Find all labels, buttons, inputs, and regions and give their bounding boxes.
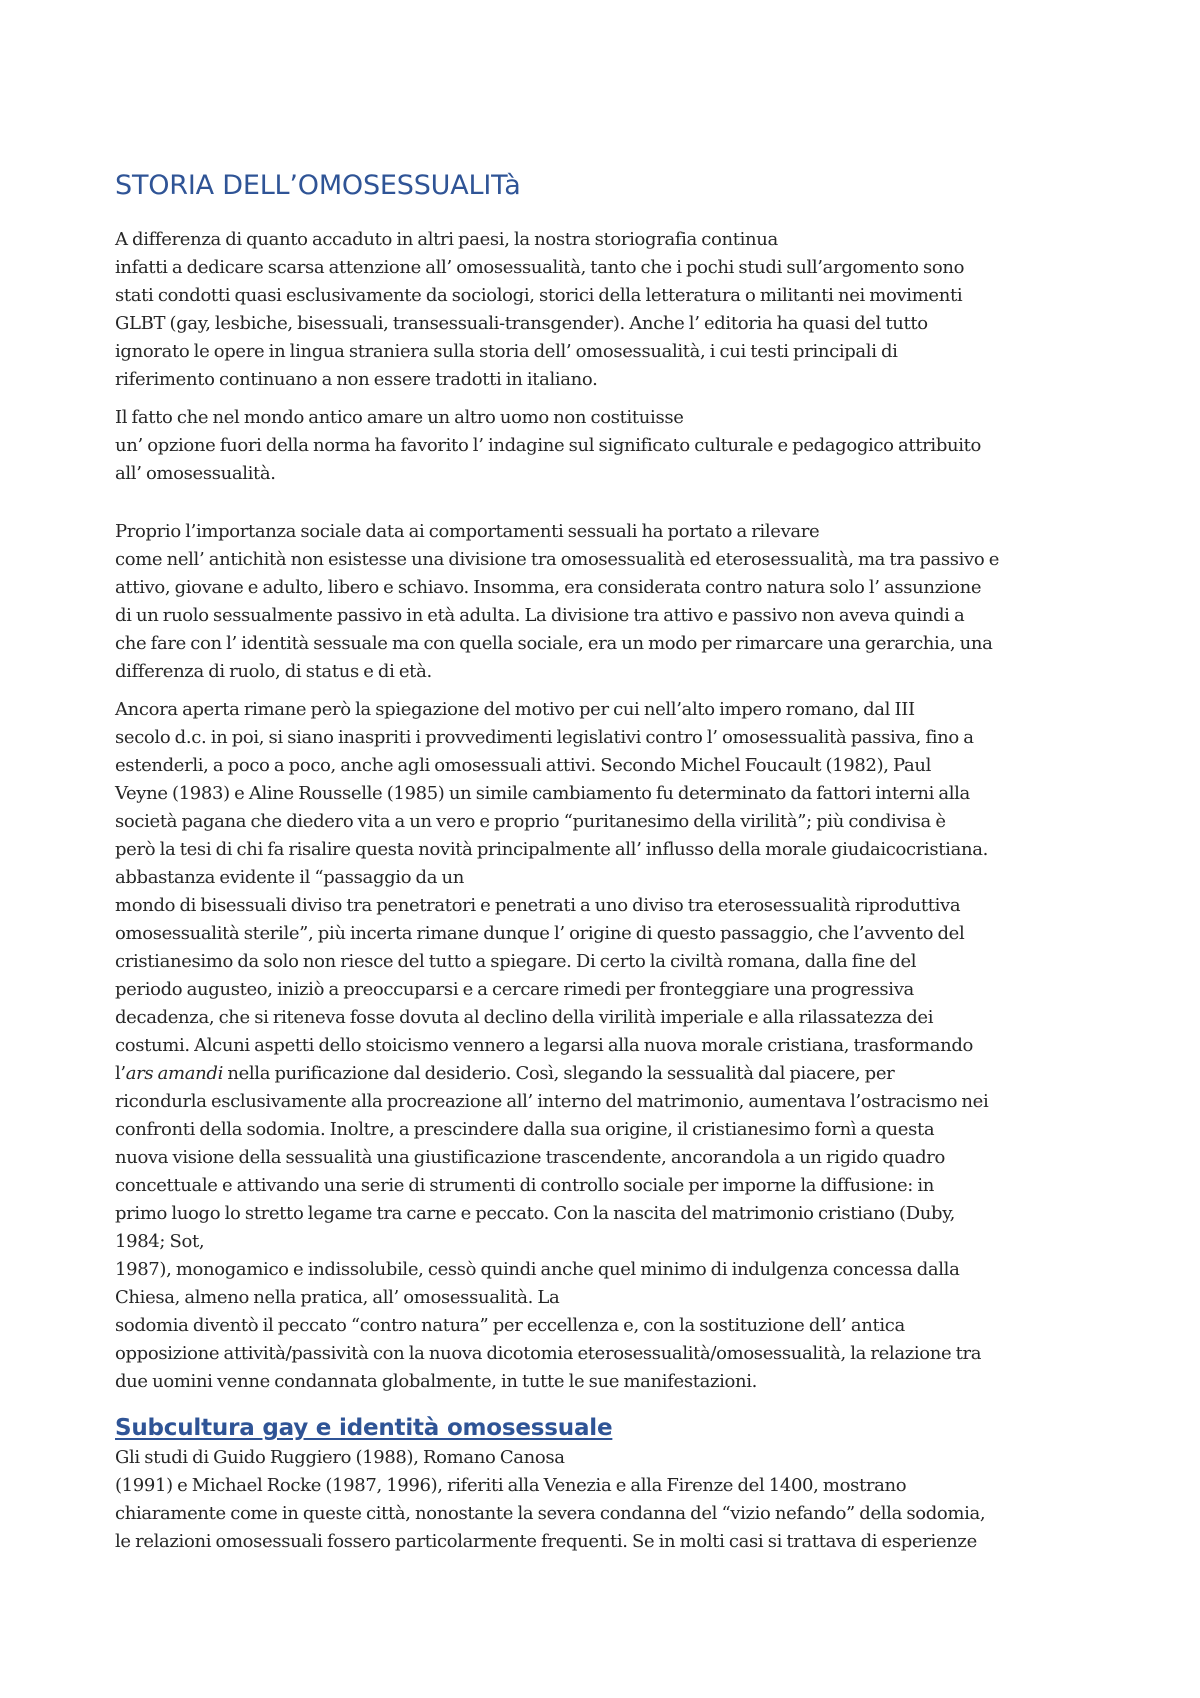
ars-amandi-italic: ars amandi <box>125 1063 223 1084</box>
text-line: un’ opzione fuori della norma ha favorito l’ indagine sul significato culturale e pedagogico attribuito <box>115 435 982 456</box>
text-line: Il fatto che nel mondo antico amare un altro uomo non costituisse <box>115 407 684 428</box>
paragraph-social-importance <box>115 518 1100 686</box>
text-line: stati condotti quasi esclusivamente da sociologi, storici della letteratura o militanti nei movimenti <box>115 285 963 306</box>
text-line: periodo augusteo, iniziò a preoccuparsi e a cercare rimedi per fronteggiare una progressiva <box>115 979 914 1000</box>
text-line: chiaramente come in queste città, nonostante la severa condanna del “vizio nefando” della sodomia, <box>115 1503 986 1524</box>
text-line: differenza di ruolo, di status e di età. <box>115 661 432 682</box>
ars-suffix: nella purificazione dal desiderio. Così, slegando la sessualità dal piacere, per <box>222 1063 895 1084</box>
text-line: primo luogo lo stretto legame tra carne e peccato. Con la nascita del matrimonio cristiano (Duby, <box>115 1203 956 1224</box>
text-line: secolo d.c. in poi, si siano inaspriti i provvedimenti legislativi contro l’ omosessualità passiva, fino a <box>115 727 974 748</box>
text-line: riferimento continuano a non essere tradotti in italiano. <box>115 369 598 390</box>
text-line: infatti a dedicare scarsa attenzione all’ omosessualità, tanto che i pochi studi sull’argomento sono <box>115 257 965 278</box>
text-line: decadenza, che si riteneva fosse dovuta al declino della virilità imperiale e alla rilassatezza dei <box>115 1007 934 1028</box>
text-line: di un ruolo sessualmente passivo in età adulta. La divisione tra attivo e passivo non aveva quindi a <box>115 605 965 626</box>
text-line: A differenza di quanto accaduto in altri paesi, la nostra storiografia continua <box>115 229 778 250</box>
text-line: società pagana che diedero vita a un vero e proprio “puritanesimo della virilità”; più condivisa è <box>115 811 946 832</box>
text-line: ignorato le opere in lingua straniera sulla storia dell’ omosessualità, i cui testi principali di <box>115 341 898 362</box>
text-line: attivo, giovane e adulto, libero e schiavo. Insomma, era considerata contro natura solo l’ assunzione <box>115 577 982 598</box>
text-line: sodomia diventò il peccato “contro natura” per eccellenza e, con la sostituzione dell’ antica <box>115 1315 905 1336</box>
paragraph-ancient-world <box>115 404 1100 488</box>
text-line: Gli studi di Guido Ruggiero (1988), Romano Canosa <box>115 1447 565 1468</box>
text-line: Ancora aperta rimane però la spiegazione del motivo per cui nell’alto impero romano, dal III <box>115 699 915 720</box>
text-line: Veyne (1983) e Aline Rousselle (1985) un simile cambiamento fu determinato da fattori interni alla <box>115 783 970 804</box>
document-body <box>115 168 1100 1566</box>
text-line: costumi. Alcuni aspetti dello stoicismo vennero a legarsi alla nuova morale cristiana, trasformando <box>115 1035 974 1056</box>
text-line: però la tesi di chi fa risalire questa novità principalmente all’ influsso della morale giudaicocristiana. <box>115 839 988 860</box>
text-line: cristianesimo da solo non riesce del tutto a spiegare. Di certo la civiltà romana, dalla fine del <box>115 951 917 972</box>
text-line: abbastanza evidente il “passaggio da un <box>115 867 464 888</box>
text-line: estenderli, a poco a poco, anche agli omosessuali attivi. Secondo Michel Foucault (1982), Paul <box>115 755 931 776</box>
text-line: GLBT (gay, lesbiche, bisessuali, transessuali-transgender). Anche l’ editoria ha quasi del tutto <box>115 313 928 334</box>
text-line: Proprio l’importanza sociale data ai comportamenti sessuali ha portato a rilevare <box>115 521 820 542</box>
paragraph-subcultura <box>115 1444 1100 1556</box>
text-line: ricondurla esclusivamente alla procreazione all’ interno del matrimonio, aumentava l’ostracismo nei <box>115 1091 989 1112</box>
text-line: (1991) e Michael Rocke (1987, 1996), riferiti alla Venezia e alla Firenze del 1400, mostrano <box>115 1475 907 1496</box>
text-line: opposizione attività/passività con la nuova dicotomia eterosessualità/omosessualità, la relazione tra <box>115 1343 982 1364</box>
text-line: le relazioni omosessuali fossero particolarmente frequenti. Se in molti casi si trattava di esperienze <box>115 1531 977 1552</box>
text-line: nuova visione della sessualità una giustificazione trascendente, ancorandola a un rigido quadro <box>115 1147 946 1168</box>
text-line: mondo di bisessuali diviso tra penetratori e penetrati a uno diviso tra eterosessualità riproduttiva <box>115 895 961 916</box>
text-line: 1984; Sot, <box>115 1231 205 1252</box>
text-line-ars-amandi <box>115 1060 1100 1088</box>
paragraph-roman-empire <box>115 696 1100 1396</box>
document-title: STORIA DELL’OMOSESSUALITà <box>115 170 521 201</box>
text-line: Chiesa, almeno nella pratica, all’ omosessualità. La <box>115 1287 560 1308</box>
text-line: 1987), monogamico e indissolubile, cessò quindi anche quel minimo di indulgenza concessa dalla <box>115 1259 960 1280</box>
text-line: due uomini venne condannata globalmente, in tutte le sue manifestazioni. <box>115 1371 758 1392</box>
text-line: come nell’ antichità non esistesse una divisione tra omosessualità ed eterosessualità, ma tra passivo e <box>115 549 1000 570</box>
text-line: confronti della sodomia. Inoltre, a prescindere dalla sua origine, il cristianesimo fornì a questa <box>115 1119 935 1140</box>
ars-prefix: l’ <box>115 1063 126 1084</box>
section-heading-subcultura: Subcultura gay e identità omosessuale <box>115 1415 613 1441</box>
text-line: concettuale e attivando una serie di strumenti di controllo sociale per imporne la diffusione: in <box>115 1175 934 1196</box>
text-line: omosessualità sterile”, più incerta rimane dunque l’ origine di questo passaggio, che l’avvento del <box>115 923 965 944</box>
text-line: all’ omosessualità. <box>115 463 276 484</box>
text-line: che fare con l’ identità sessuale ma con quella sociale, era un modo per rimarcare una gerarchia, una <box>115 633 993 654</box>
paragraph-historiography <box>115 226 1100 394</box>
